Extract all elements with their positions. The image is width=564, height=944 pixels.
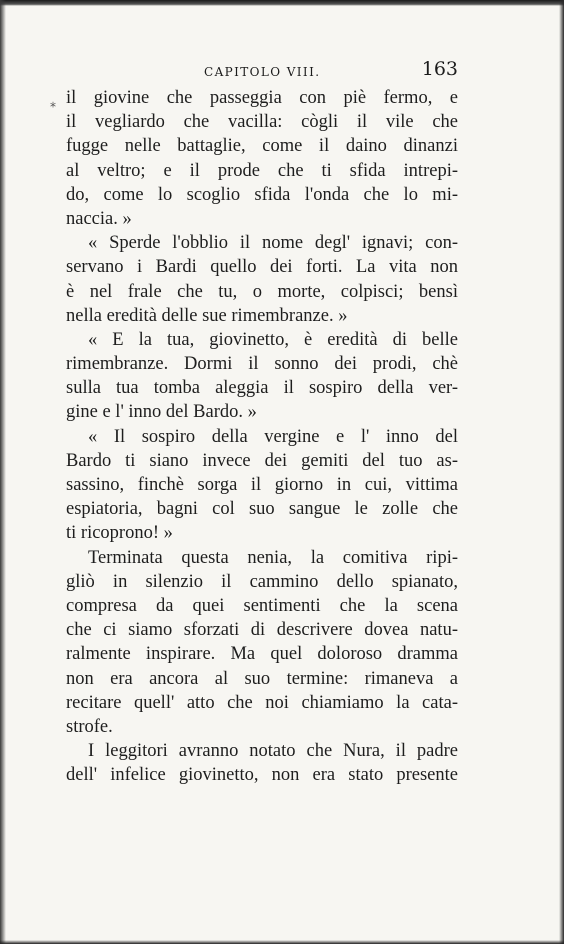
text-line: strofe.	[66, 716, 113, 737]
text-line: al veltro; e il prode che ti sfida intrepi-	[66, 160, 458, 181]
text-line: espiatoria, bagni col suo sangue le zolle che	[66, 499, 458, 520]
text-line: « Sperde l'obblio il nome degl' ignavi; con-	[88, 233, 458, 254]
page-header	[66, 58, 458, 82]
text-line: sassino, finchè sorga il giorno in cui, vittima	[66, 475, 458, 495]
text-line: Bardo ti siano invece dei gemiti del tuo as-	[66, 450, 458, 471]
text-line: do, come lo scoglio sfida l'onda che lo mi-	[66, 184, 458, 205]
text-line: non era ancora al suo termine: rimaneva a	[66, 668, 458, 689]
text-line: fugge nelle battaglie, come il daino dinanzi	[66, 136, 458, 157]
text-line: nella eredità delle sue rimembranze. »	[66, 305, 348, 326]
body-text	[66, 86, 458, 787]
margin-bullet-mark: ⁎	[50, 96, 56, 110]
running-head: CAPITOLO VIII.	[204, 65, 321, 79]
scan-edge-left	[0, 0, 6, 944]
text-line: naccia. »	[66, 208, 132, 229]
scan-edge-top	[0, 0, 564, 6]
page-number: 163	[421, 58, 458, 80]
text-line: compresa da quei sentimenti che la scena	[66, 595, 458, 616]
scan-edge-bottom	[0, 940, 564, 944]
text-line: ralmente inspirare. Ma quel doloroso dramma	[66, 644, 458, 665]
text-line: che ci siamo sforzati di descrivere dovea natu-	[66, 620, 458, 641]
text-line: gliò in silenzio il cammino dello spianato,	[66, 571, 458, 592]
scan-edge-right	[559, 0, 564, 944]
text-line: il giovine che passeggia con piè fermo, e	[66, 88, 458, 108]
text-line: Terminata questa nenia, la comitiva ripi-	[88, 547, 458, 568]
text-line: recitare quell' atto che noi chiamiamo la cata-	[66, 692, 458, 713]
text-line: gine e l' inno del Bardo. »	[66, 402, 257, 423]
text-line: il vegliardo che vacilla: cògli il vile che	[66, 112, 458, 133]
text-line: sulla tua tomba aleggia il sospiro della ver-	[66, 378, 458, 399]
text-line: ti ricoprono! »	[66, 523, 173, 544]
text-line: « Il sospiro della vergine e l' inno del	[88, 426, 458, 447]
text-line: rimembranze. Dormi il sonno dei prodi, chè	[66, 354, 458, 375]
text-line: dell' infelice giovinetto, non era stato presente	[66, 765, 458, 786]
text-line: è nel frale che tu, o morte, colpisci; bensì	[66, 281, 458, 302]
text-line: « E la tua, giovinetto, è eredità di belle	[88, 329, 458, 350]
text-line: servano i Bardi quello dei forti. La vita non	[66, 257, 458, 278]
text-line: I leggitori avranno notato che Nura, il padre	[88, 741, 458, 762]
